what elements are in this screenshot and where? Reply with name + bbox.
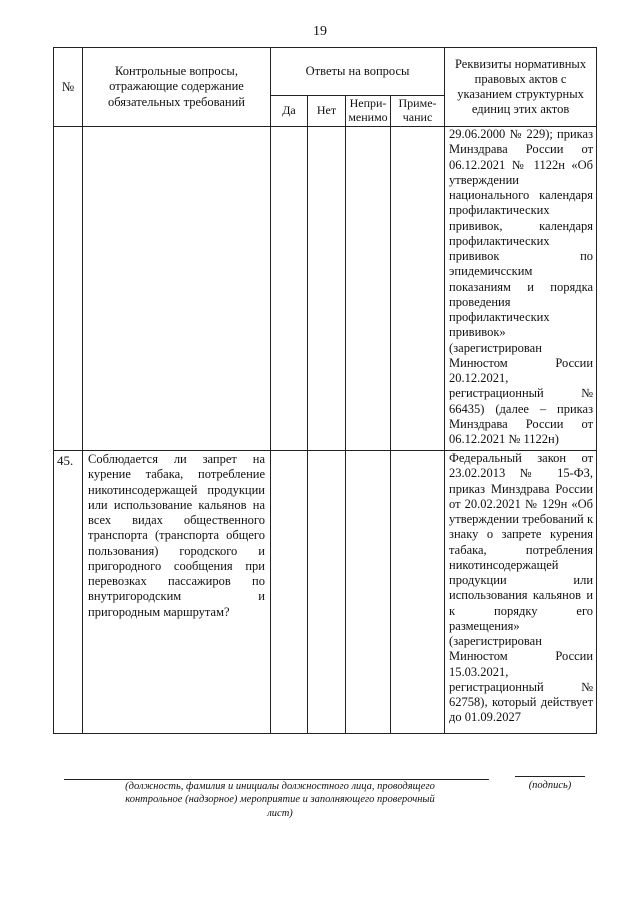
header-requisites: Реквизиты нормативных правовых актов с указанием структурных единиц этих актов [445,48,597,127]
answer-note-cell [391,451,445,734]
header-note: Приме- чанис [391,96,445,127]
answer-yes-cell [271,451,308,734]
signature-line [515,776,585,777]
checklist-table [53,47,597,734]
answer-not-applicable-cell [346,451,391,734]
header-answers: Ответы на вопросы [271,48,445,96]
row-question: Соблюдается ли запрет на курение табака, потребление никотинсодержащей продукции или использование кальянов на всех видах общественного транспорта (транспорта общего пользования) городского и пригородного сообщения при перевозках пассажиров по внутригородским и пригородным маршрутам? [83,451,271,734]
header-number: № [54,48,83,127]
header-yes: Да [271,96,308,127]
row-requisites: 29.06.2000 № 229); приказ Минздрава России от 06.12.2021 № 1122н «Об утверждении национального календаря профилактических прививок, календаря профилактических прививок по эпидемичсским показаниям и порядка проведения профилактических прививок» (зарегистрирован Минюстом России 20.12.2021, регистрационный № 66435) (далее – приказ Минздрава России от 06.12.2021 № 1122н) [445,127,597,451]
row-question [83,127,271,451]
row-requisites: Федеральный закон от 23.02.2013 № 15-ФЗ, приказ Минздрава России от 20.02.2021 № 129н «Об утверждении требований к знаку о запрете курения табака, потребления никотинсодержащей продукции или использования кальянов и к порядку его размещения» (зарегистрирован Минюстом России 15.03.2021, регистрационный № 62758), который действует до 01.09.2027 [445,451,597,734]
answer-no-cell [308,451,346,734]
row-number: 45. [54,451,83,734]
signature-caption: (подпись) [528,780,572,791]
answer-no-cell [308,127,346,451]
answer-not-applicable-cell [346,127,391,451]
row-number [54,127,83,451]
position-caption: (должность, фамилия и инициалы должностного лица, проводящего контрольное (надзорное) мероприятие и заполняющего проверочный лист) [125,781,435,819]
table-row [54,451,597,734]
answer-yes-cell [271,127,308,451]
answer-note-cell [391,127,445,451]
page-number: 19 [313,24,327,39]
table-row [54,127,597,451]
header-no: Нет [308,96,346,127]
header-question: Контрольные вопросы, отражающие содержание обязательных требований [83,48,271,127]
header-not-applicable: Непри- менимо [346,96,391,127]
